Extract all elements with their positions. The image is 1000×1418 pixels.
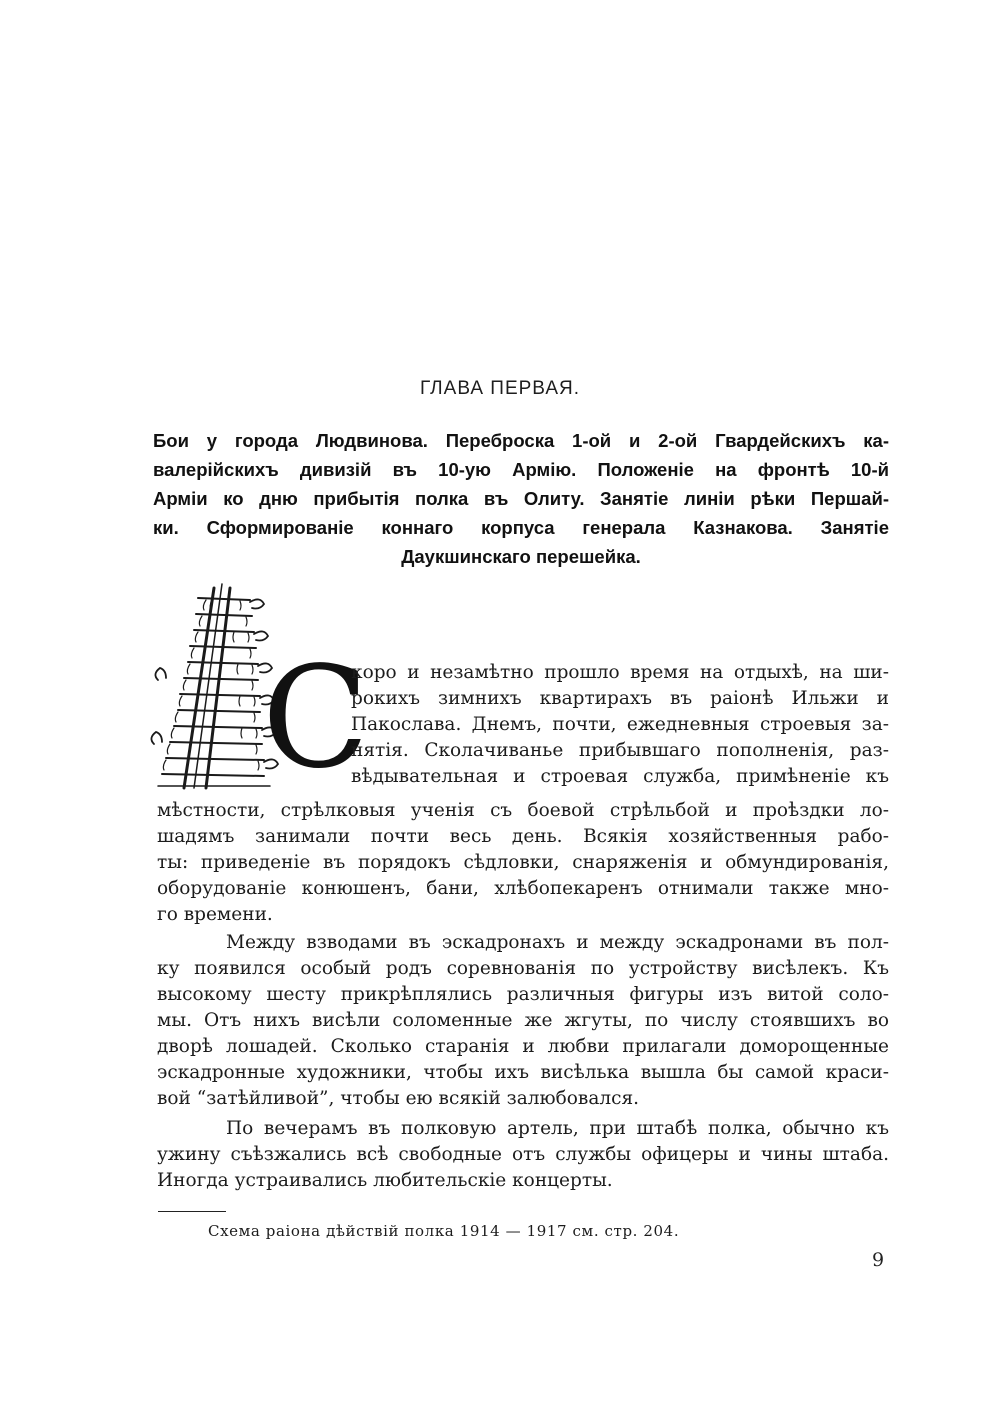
text-line: шадямъ занимали почти весь день. Всякія хозяйственныя рабо- xyxy=(157,826,889,847)
chapter-summary-line: Арміи ко дню прибытія полка въ Олиту. Занятіе линіи рѣки Першай- xyxy=(153,488,889,509)
text-line: высокому шесту прикрѣплялись различныя фигуры изъ витой соло- xyxy=(157,984,889,1005)
chapter-summary-line: ки. Сформированіе коннаго корпуса генерала Казнакова. Занятіе xyxy=(153,517,889,538)
text-line: Пакослава. Днемъ, почти, ежедневныя строевыя за- xyxy=(351,714,889,735)
text-line: ку появился особый родъ соревнованія по устройству висѣлекъ. Къ xyxy=(157,958,889,979)
chapter-summary-line: Даукшинскаго перешейка. xyxy=(401,546,641,567)
text-line: рокихъ зимнихъ квартирахъ въ раіонѣ Ильжи и xyxy=(351,688,889,709)
drop-cap-letter: С xyxy=(262,637,370,800)
text-line: коро и незамѣтно прошло время на отдыхѣ, на ши- xyxy=(351,662,889,683)
text-line: эскадронные художники, чтобы ихъ висѣлька вышла бы самой краси- xyxy=(157,1062,889,1083)
text-line: ужину съѣзжались всѣ свободные отъ службы офицеры и чины штаба. xyxy=(157,1144,889,1165)
text-line: мы. Отъ нихъ висѣли соломенные же жгуты, по числу стоявшихъ во xyxy=(157,1010,889,1031)
text-line: нятія. Сколачиванье прибывшаго пополненія, раз- xyxy=(351,740,889,761)
footnote: Схема раіона дѣйствій полка 1914 — 1917 см. стр. 204. xyxy=(208,1222,680,1240)
chapter-summary xyxy=(153,426,889,571)
text-line: ты: приведеніе въ порядокъ сѣдловки, снаряженія и обмундированія, xyxy=(157,852,889,873)
text-line: вѣдывательная и строевая служба, примѣненіе къ xyxy=(351,766,889,787)
text-line: дворѣ лошадей. Сколько старанія и любви прилагали доморощенные xyxy=(157,1036,889,1057)
page-number: 9 xyxy=(872,1249,885,1271)
text-line: го времени. xyxy=(157,904,273,925)
text-line: Между взводами въ эскадронахъ и между эскадронами въ пол- xyxy=(226,932,889,953)
text-line: вой “затѣйливой”, чтобы ею всякій залюбовался. xyxy=(157,1088,640,1109)
text-line: Иногда устраивались любительскіе концерты. xyxy=(157,1170,613,1191)
text-line: мѣстности, стрѣлковыя ученія съ боевой стрѣльбой и проѣздки ло- xyxy=(157,800,889,821)
chapter-summary-line: Бои у города Людвинова. Переброска 1-ой и 2-ой Гвардейскихъ ка- xyxy=(153,430,889,451)
footnote-divider xyxy=(158,1211,226,1212)
text-line: оборудованіе конюшенъ, бани, хлѣбопекаренъ отнимали также мно- xyxy=(157,878,889,899)
text-line: По вечерамъ въ полковую артель, при штабѣ полка, обычно къ xyxy=(226,1118,889,1139)
chapter-summary-line: валерійскихъ дивизій въ 10-ую Армію. Положеніе на фронтѣ 10-й xyxy=(153,459,889,480)
chapter-heading: ГЛАВА ПЕРВАЯ. xyxy=(419,378,581,399)
decorative-initial-with-ladder-illustration-icon xyxy=(150,580,370,800)
